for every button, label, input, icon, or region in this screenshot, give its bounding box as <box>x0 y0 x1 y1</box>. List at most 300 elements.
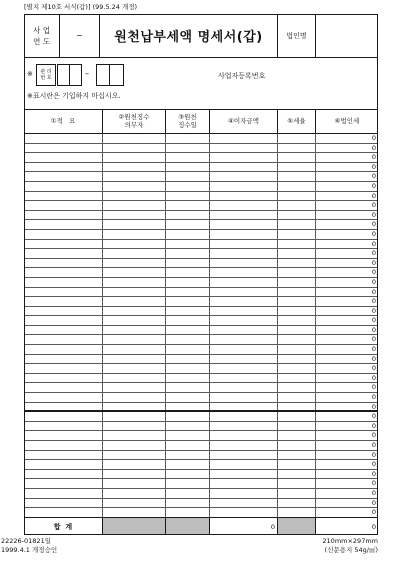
column-header-interest-amount: ④이자금액 <box>210 110 278 133</box>
tax-rate-cell <box>278 288 316 297</box>
tax-rate-cell <box>278 355 316 364</box>
summary-cell <box>24 230 103 239</box>
table-row <box>24 460 378 470</box>
summary-cell <box>24 278 103 287</box>
tax-rate-cell <box>278 412 316 421</box>
interest-amount-cell <box>210 364 278 373</box>
table-row <box>24 230 378 240</box>
tax-rate-cell <box>278 316 316 325</box>
corporate-tax-cell: 0 <box>371 325 376 334</box>
tax-rate-cell <box>278 393 316 402</box>
corporate-tax-cell: 0 <box>371 498 376 507</box>
corporate-tax-cell: 0 <box>371 364 376 373</box>
tax-rate-cell <box>278 383 316 392</box>
tax-rate-cell <box>278 335 316 344</box>
interest-amount-cell <box>210 211 278 220</box>
tax-rate-cell <box>278 230 316 239</box>
interest-amount-cell <box>210 412 278 421</box>
summary-cell <box>24 431 103 440</box>
corporate-tax-cell: 0 <box>371 345 376 354</box>
tax-rate-cell <box>278 451 316 460</box>
interest-amount-cell <box>210 201 278 210</box>
column-header-corporate-tax: ⑥법인세 <box>334 116 360 125</box>
withholding-agent-cell <box>103 278 166 287</box>
column-header-withholding-agent: ②원천징수 의무자 <box>103 110 166 133</box>
management-number-box <box>96 64 110 86</box>
withholding-agent-cell <box>103 297 166 306</box>
tax-rate-cell <box>278 134 316 143</box>
withholding-date-cell <box>166 326 210 335</box>
interest-amount-cell <box>210 278 278 287</box>
corporate-tax-cell: 0 <box>371 268 376 277</box>
form-number: [별지 제10호 서식(갑)] (99.5.24 개정) <box>24 3 138 11</box>
interest-amount-cell <box>210 220 278 229</box>
withholding-date-cell <box>166 172 210 181</box>
corporate-tax-cell: 0 <box>371 383 376 392</box>
withholding-agent-cell <box>103 326 166 335</box>
interest-amount-cell <box>210 470 278 479</box>
withholding-agent-cell <box>103 403 166 411</box>
table-row <box>24 172 378 182</box>
withholding-agent-cell <box>103 508 166 517</box>
corporate-tax-cell: 0 <box>371 134 376 142</box>
withholding-date-cell <box>166 259 210 268</box>
interest-amount-cell <box>210 355 278 364</box>
withholding-date-cell <box>166 508 210 517</box>
table-row <box>24 422 378 432</box>
summary-cell <box>24 201 103 210</box>
withholding-date-cell <box>166 431 210 440</box>
table-row <box>24 220 378 230</box>
withholding-agent-cell <box>103 316 166 325</box>
interest-amount-cell <box>210 374 278 383</box>
corporate-tax-cell: 0 <box>371 402 376 411</box>
admin-only-mark: ※ <box>27 70 33 78</box>
interest-amount-cell <box>210 240 278 249</box>
corporate-tax-cell: 0 <box>371 297 376 306</box>
interest-amount-cell <box>210 499 278 508</box>
summary-cell <box>24 451 103 460</box>
withholding-agent-cell <box>103 364 166 373</box>
withholding-agent-cell <box>103 393 166 402</box>
total-row <box>24 518 378 535</box>
tax-rate-cell <box>278 201 316 210</box>
tax-rate-cell <box>278 489 316 498</box>
withholding-date-cell <box>166 412 210 421</box>
tax-rate-cell <box>278 307 316 316</box>
table-row <box>24 326 378 336</box>
withholding-date-cell <box>166 383 210 392</box>
interest-amount-cell <box>210 479 278 488</box>
form-title: 원천납부세액 명세서(갑) <box>100 14 278 57</box>
withholding-date-cell <box>166 470 210 479</box>
summary-cell <box>24 412 103 421</box>
tax-rate-cell <box>278 163 316 172</box>
table-row <box>24 403 378 413</box>
withholding-agent-cell <box>103 383 166 392</box>
interest-amount-cell <box>210 422 278 431</box>
tax-rate-cell <box>278 460 316 469</box>
withholding-agent-cell <box>103 144 166 153</box>
summary-cell <box>24 268 103 277</box>
withholding-date-cell <box>166 288 210 297</box>
interest-amount-cell <box>210 249 278 258</box>
corporate-tax-cell: 0 <box>371 258 376 267</box>
summary-cell <box>24 335 103 344</box>
corporate-tax-cell: 0 <box>371 153 376 162</box>
summary-cell <box>24 508 103 517</box>
withholding-agent-cell <box>103 470 166 479</box>
table-row <box>24 201 378 211</box>
withholding-agent-cell <box>103 412 166 421</box>
corporate-tax-cell: 0 <box>371 393 376 402</box>
table-row <box>24 479 378 489</box>
summary-cell <box>24 182 103 191</box>
withholding-date-cell <box>166 479 210 488</box>
table-row <box>24 335 378 345</box>
withholding-agent-cell <box>103 441 166 450</box>
interest-amount-cell <box>210 335 278 344</box>
summary-cell <box>24 422 103 431</box>
withholding-agent-cell <box>103 451 166 460</box>
table-row <box>24 153 378 163</box>
summary-cell <box>24 288 103 297</box>
summary-cell <box>24 355 103 364</box>
table-row <box>24 364 378 374</box>
withholding-date-cell <box>166 403 210 411</box>
withholding-date-cell <box>166 335 210 344</box>
summary-cell <box>24 441 103 450</box>
summary-cell <box>24 249 103 258</box>
business-year-range-field: ~ <box>60 14 100 57</box>
withholding-agent-cell <box>103 192 166 201</box>
corporate-tax-cell: 0 <box>371 479 376 488</box>
table-row <box>24 393 378 403</box>
tax-rate-cell <box>278 479 316 488</box>
withholding-agent-cell <box>103 355 166 364</box>
table-body <box>24 134 378 518</box>
tax-rate-cell <box>278 240 316 249</box>
withholding-date-cell <box>166 489 210 498</box>
management-number-box <box>109 64 124 86</box>
withholding-date-cell <box>166 393 210 402</box>
withholding-date-cell <box>166 441 210 450</box>
interest-amount-cell <box>210 316 278 325</box>
tax-rate-cell <box>278 211 316 220</box>
interest-amount-cell <box>210 230 278 239</box>
withholding-date-cell <box>166 460 210 469</box>
table-row <box>24 441 378 451</box>
summary-cell <box>24 403 103 411</box>
corporate-tax-cell: 0 <box>371 316 376 325</box>
withholding-date-cell <box>166 297 210 306</box>
table-row <box>24 211 378 221</box>
corporate-tax-cell: 0 <box>371 201 376 210</box>
corporate-tax-cell: 0 <box>371 306 376 315</box>
summary-cell <box>24 383 103 392</box>
total-label: 합 계 <box>24 518 103 535</box>
withholding-date-cell <box>166 230 210 239</box>
corporate-tax-cell: 0 <box>371 421 376 430</box>
interest-amount-cell <box>210 134 278 143</box>
withholding-date-cell <box>166 345 210 354</box>
withholding-agent-cell <box>103 220 166 229</box>
withholding-date-cell <box>166 144 210 153</box>
withholding-agent-cell <box>103 479 166 488</box>
corporate-tax-cell: 0 <box>371 450 376 459</box>
tax-rate-cell <box>278 220 316 229</box>
paper-type: (신문용지 54g/㎡) <box>324 546 378 554</box>
withholding-agent-cell <box>103 182 166 191</box>
summary-cell <box>24 220 103 229</box>
withholding-agent-cell <box>103 259 166 268</box>
withholding-agent-cell <box>103 249 166 258</box>
interest-amount-cell <box>210 297 278 306</box>
summary-cell <box>24 153 103 162</box>
tax-rate-cell <box>278 374 316 383</box>
table-row <box>24 307 378 317</box>
corporate-tax-cell: 0 <box>371 441 376 449</box>
total-interest-amount: 0 <box>210 518 278 535</box>
withholding-agent-cell <box>103 288 166 297</box>
withholding-date-cell <box>166 316 210 325</box>
total-withholding-date-cell <box>166 518 210 535</box>
table-row <box>24 134 378 144</box>
tax-rate-cell <box>278 364 316 373</box>
tax-rate-cell <box>278 403 316 411</box>
interest-amount-cell <box>210 489 278 498</box>
corporate-tax-cell: 0 <box>371 335 376 344</box>
interest-amount-cell <box>210 144 278 153</box>
withholding-agent-cell <box>103 268 166 277</box>
corporate-tax-cell: 0 <box>371 229 376 238</box>
corporate-tax-cell: 0 <box>371 143 376 152</box>
admin-only-notice: ※표시란은 기입하지 마십시오. <box>27 92 121 100</box>
approval-date: 1999.4.1 개정승인 <box>1 546 58 554</box>
withholding-agent-cell <box>103 230 166 239</box>
summary-cell <box>24 240 103 249</box>
corporate-tax-cell: 0 <box>371 431 376 440</box>
table-row <box>24 288 378 298</box>
summary-cell <box>24 163 103 172</box>
withholding-date-cell <box>166 422 210 431</box>
corporate-tax-cell: 0 <box>371 181 376 190</box>
tax-rate-cell <box>278 192 316 201</box>
interest-amount-cell <box>210 451 278 460</box>
management-number-box <box>69 64 82 86</box>
corporation-name-field <box>316 14 378 57</box>
tax-rate-cell <box>278 499 316 508</box>
table-row <box>24 192 378 202</box>
interest-amount-cell <box>210 259 278 268</box>
interest-amount-cell <box>210 508 278 517</box>
summary-cell <box>24 470 103 479</box>
table-row <box>24 508 378 518</box>
corporate-tax-cell: 0 <box>371 220 376 229</box>
withholding-date-cell <box>166 220 210 229</box>
interest-amount-cell <box>210 403 278 411</box>
corporate-tax-cell: 0 <box>371 488 376 497</box>
withholding-date-cell <box>166 364 210 373</box>
business-year-label: 사 업 연 도 <box>24 14 60 57</box>
summary-cell <box>24 345 103 354</box>
tax-rate-cell <box>278 268 316 277</box>
withholding-date-cell <box>166 182 210 191</box>
interest-amount-cell <box>210 172 278 181</box>
withholding-agent-cell <box>103 335 166 344</box>
table-row <box>24 355 378 365</box>
interest-amount-cell <box>210 393 278 402</box>
interest-amount-cell <box>210 326 278 335</box>
table-row <box>24 278 378 288</box>
tax-rate-cell <box>278 345 316 354</box>
summary-cell <box>24 393 103 402</box>
table-row <box>24 412 378 422</box>
table-row <box>24 144 378 154</box>
withholding-date-cell <box>166 201 210 210</box>
withholding-agent-cell <box>103 307 166 316</box>
table-row <box>24 451 378 461</box>
interest-amount-cell <box>210 431 278 440</box>
total-tax-rate-cell <box>278 518 316 535</box>
tax-rate-cell <box>278 182 316 191</box>
withholding-date-cell <box>166 374 210 383</box>
withholding-date-cell <box>166 240 210 249</box>
management-number-label: 관 리 번 호 <box>36 64 56 86</box>
withholding-agent-cell <box>103 431 166 440</box>
form-header-row <box>24 14 378 58</box>
interest-amount-cell <box>210 288 278 297</box>
summary-cell <box>24 144 103 153</box>
corporate-tax-cell: 0 <box>371 287 376 296</box>
withholding-agent-cell <box>103 489 166 498</box>
corporate-tax-cell: 0 <box>371 249 376 258</box>
business-registration-number-label: 사업자등록번호 <box>218 72 266 80</box>
summary-cell <box>24 316 103 325</box>
table-row <box>24 499 378 509</box>
table-row <box>24 316 378 326</box>
interest-amount-cell <box>210 182 278 191</box>
table-row <box>24 240 378 250</box>
withholding-date-cell <box>166 153 210 162</box>
summary-cell <box>24 297 103 306</box>
tax-rate-cell <box>278 431 316 440</box>
withholding-date-cell <box>166 307 210 316</box>
total-withholding-agent-cell <box>103 518 166 535</box>
admin-section <box>24 58 378 110</box>
corporate-tax-cell: 0 <box>371 469 376 478</box>
tax-rate-cell <box>278 278 316 287</box>
corporate-tax-cell: 0 <box>371 239 376 248</box>
withholding-date-cell <box>166 355 210 364</box>
column-header-summary: ①적 요 <box>24 110 103 133</box>
tax-rate-cell <box>278 249 316 258</box>
withholding-date-cell <box>166 192 210 201</box>
withholding-agent-cell <box>103 172 166 181</box>
table-row <box>24 345 378 355</box>
withholding-date-cell <box>166 134 210 143</box>
interest-amount-cell <box>210 153 278 162</box>
interest-amount-cell <box>210 307 278 316</box>
interest-amount-cell <box>210 268 278 277</box>
table-row <box>24 489 378 499</box>
tax-rate-cell <box>278 259 316 268</box>
paper-size: 210mm×297mm <box>322 537 378 545</box>
corporate-tax-cell: 0 <box>371 373 376 382</box>
summary-cell <box>24 499 103 508</box>
management-number-dash: – <box>85 69 89 78</box>
tax-rate-cell <box>278 172 316 181</box>
summary-cell <box>24 172 103 181</box>
table-row <box>24 249 378 259</box>
total-corporate-tax: 0 <box>371 522 376 531</box>
summary-cell <box>24 307 103 316</box>
summary-cell <box>24 374 103 383</box>
corporate-tax-cell: 0 <box>371 210 376 219</box>
withholding-date-cell <box>166 278 210 287</box>
table-row <box>24 259 378 269</box>
table-row <box>24 163 378 173</box>
withholding-agent-cell <box>103 240 166 249</box>
corporate-tax-cell: 0 <box>371 191 376 200</box>
tax-rate-cell <box>278 326 316 335</box>
withholding-agent-cell <box>103 211 166 220</box>
tax-rate-cell <box>278 422 316 431</box>
interest-amount-cell <box>210 383 278 392</box>
tax-rate-cell <box>278 470 316 479</box>
withholding-date-cell <box>166 451 210 460</box>
table-row <box>24 297 378 307</box>
tax-rate-cell <box>278 144 316 153</box>
withholding-date-cell <box>166 163 210 172</box>
table-header-row <box>24 110 378 134</box>
corporate-tax-cell: 0 <box>371 277 376 286</box>
corporate-tax-cell: 0 <box>371 354 376 363</box>
tax-rate-cell <box>278 153 316 162</box>
summary-cell <box>24 460 103 469</box>
interest-amount-cell <box>210 441 278 450</box>
table-row <box>24 470 378 480</box>
summary-cell <box>24 364 103 373</box>
corporation-name-label: 법인명 <box>278 14 316 57</box>
withholding-agent-cell <box>103 201 166 210</box>
corporate-tax-cell: 0 <box>371 412 376 421</box>
withholding-agent-cell <box>103 374 166 383</box>
interest-amount-cell <box>210 345 278 354</box>
table-row <box>24 182 378 192</box>
tax-rate-cell <box>278 297 316 306</box>
summary-cell <box>24 134 103 143</box>
withholding-agent-cell <box>103 163 166 172</box>
summary-cell <box>24 192 103 201</box>
summary-cell <box>24 489 103 498</box>
column-header-withholding-date: ③원천 징수일 <box>166 110 210 133</box>
withholding-date-cell <box>166 268 210 277</box>
withholding-agent-cell <box>103 345 166 354</box>
corporate-tax-cell: 0 <box>371 460 376 469</box>
summary-cell <box>24 326 103 335</box>
withholding-date-cell <box>166 211 210 220</box>
withholding-agent-cell <box>103 460 166 469</box>
summary-cell <box>24 211 103 220</box>
corporate-tax-cell: 0 <box>371 172 376 181</box>
interest-amount-cell <box>210 192 278 201</box>
withholding-agent-cell <box>103 422 166 431</box>
table-row <box>24 268 378 278</box>
corporate-tax-cell: 0 <box>371 162 376 171</box>
table-row <box>24 431 378 441</box>
withholding-agent-cell <box>103 153 166 162</box>
